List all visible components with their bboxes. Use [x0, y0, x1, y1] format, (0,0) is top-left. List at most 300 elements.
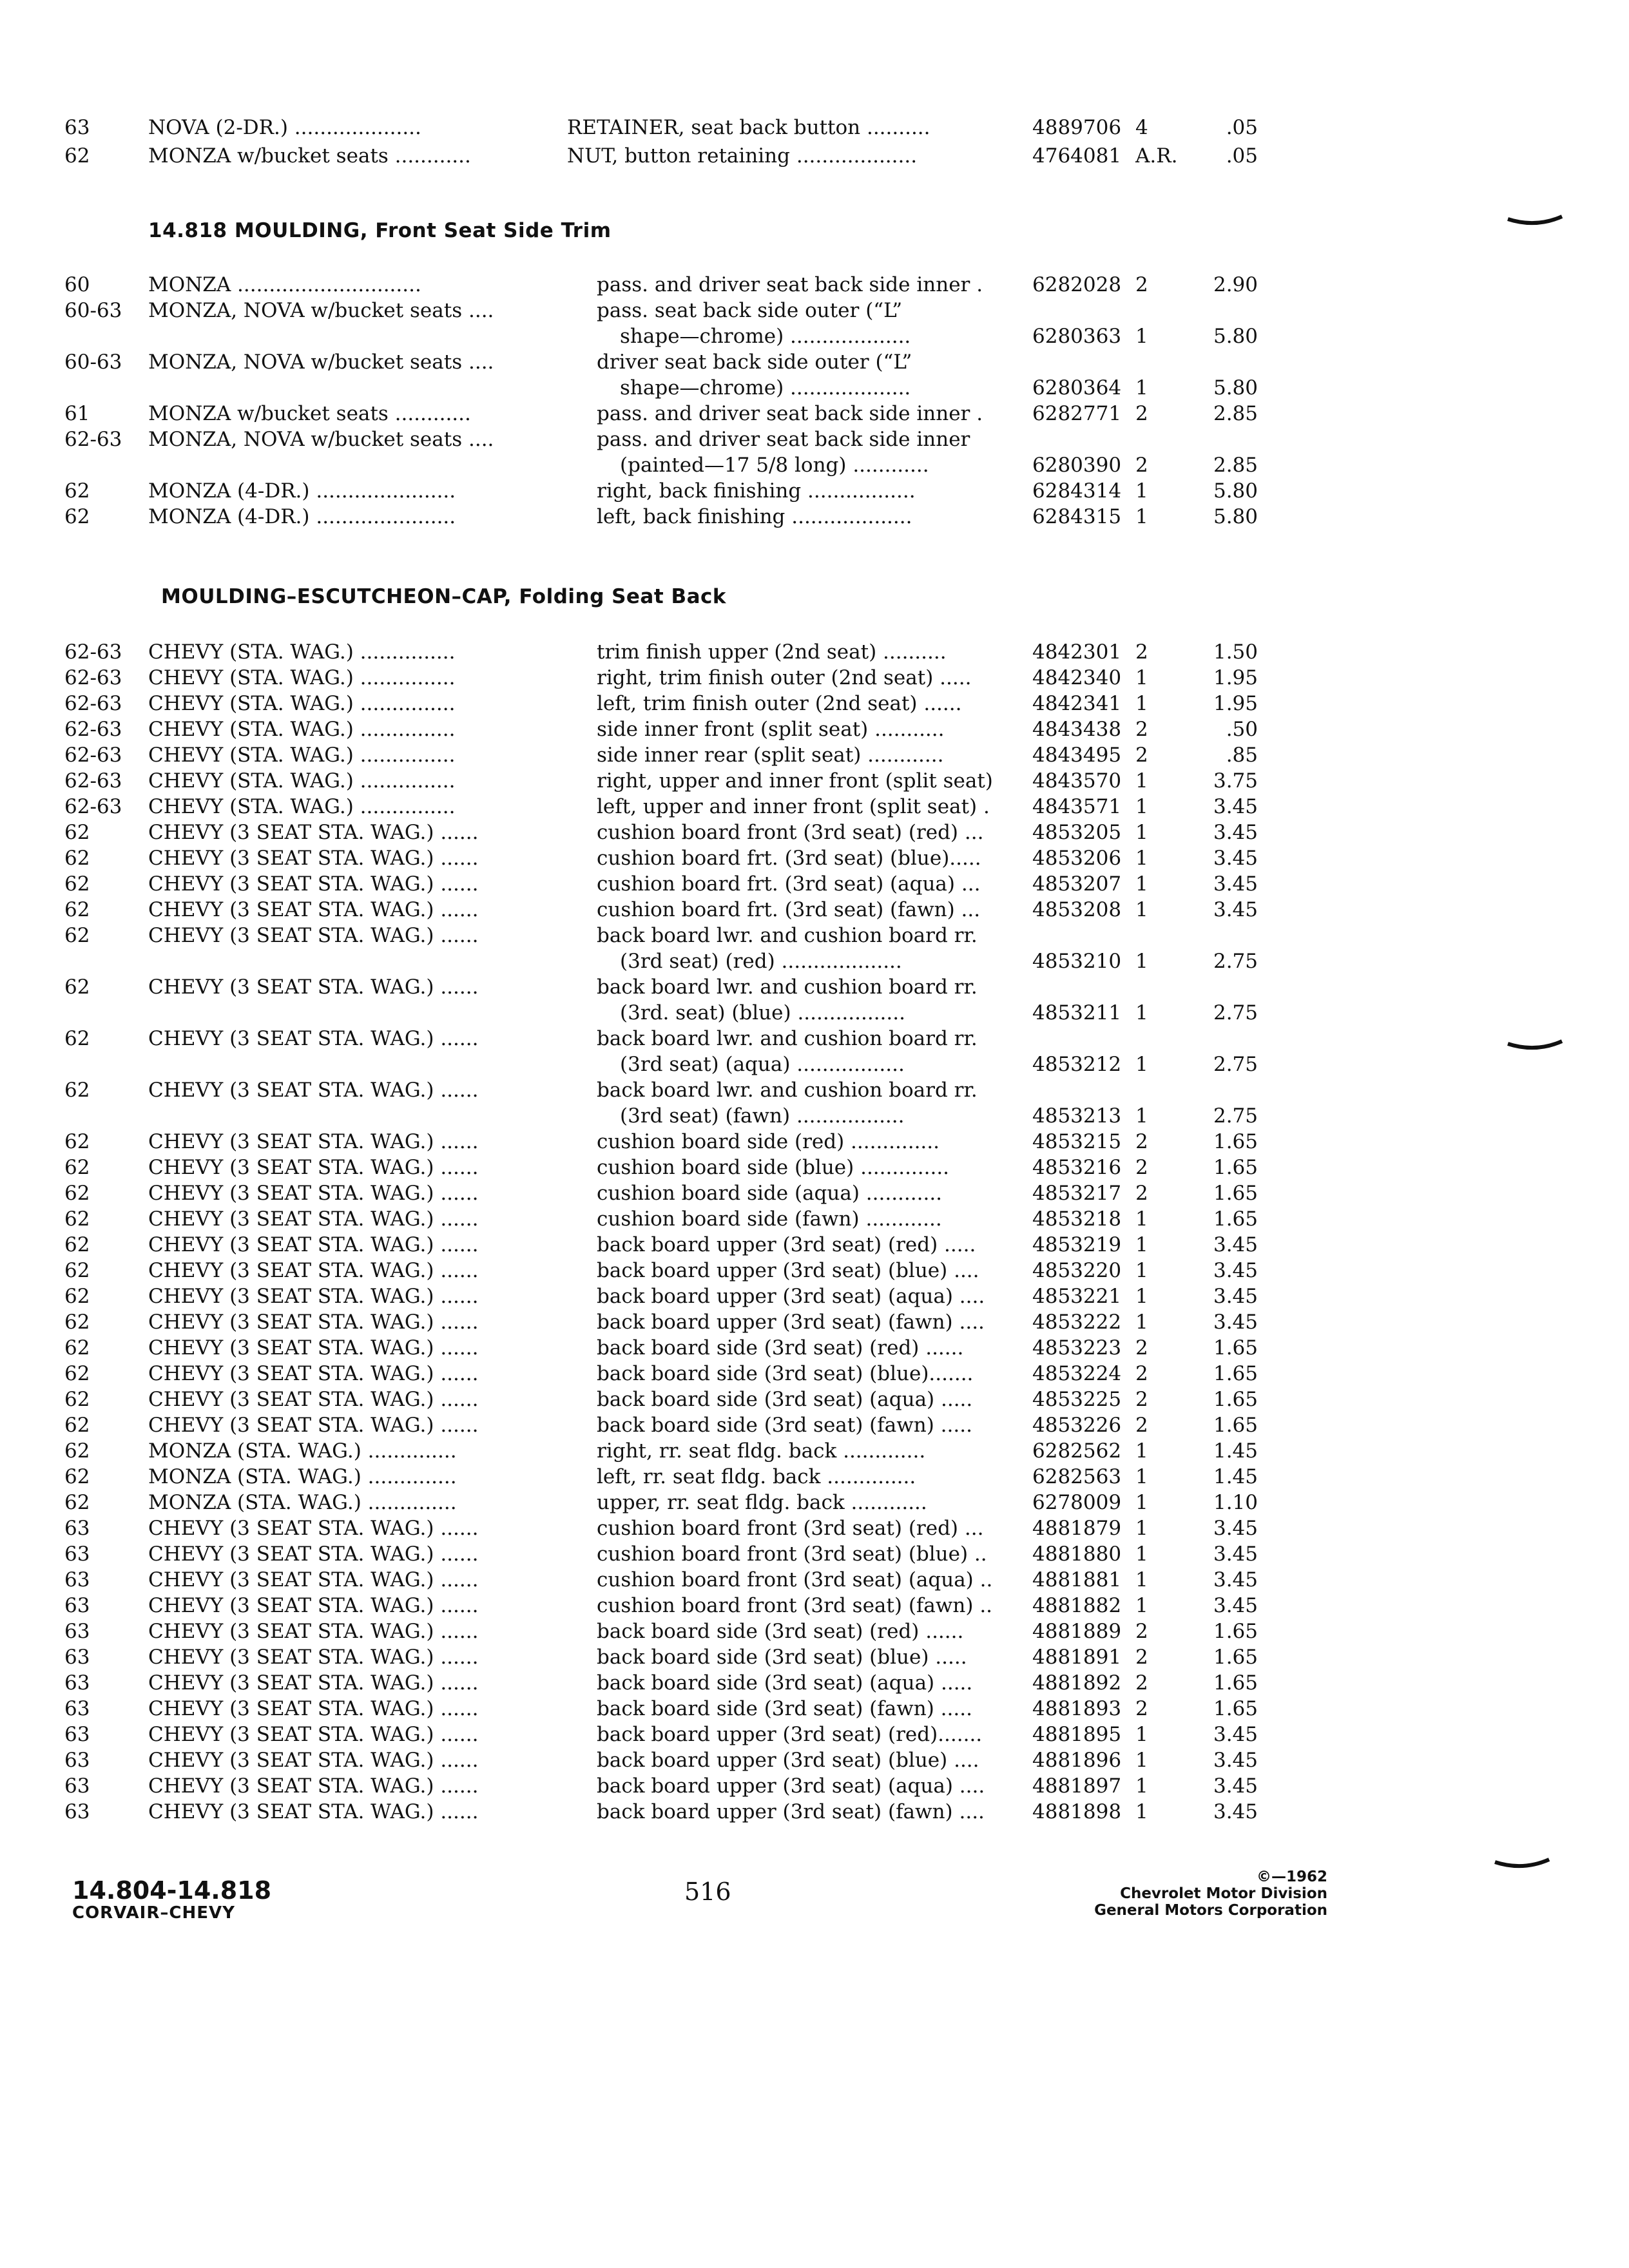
quantity-cell: 2	[1135, 1697, 1148, 1720]
price-cell: 1.95	[1213, 692, 1258, 715]
model-cell: CHEVY (3 SEAT STA. WAG.) ......	[148, 1259, 479, 1282]
quantity-cell: 1	[1135, 1723, 1148, 1746]
quantity-cell: 2	[1135, 744, 1148, 767]
table-row	[0, 742, 1629, 768]
table-row	[0, 1387, 1629, 1412]
price-cell: 3.45	[1213, 1568, 1258, 1591]
model-cell: CHEVY (3 SEAT STA. WAG.) ......	[148, 847, 479, 870]
model-cell: CHEVY (STA. WAG.) ...............	[148, 769, 456, 793]
table-row	[0, 1773, 1629, 1799]
model-cell: MONZA (4-DR.) ......................	[148, 479, 456, 503]
year-cell: 62	[64, 505, 90, 528]
table-row	[0, 401, 1629, 427]
model-cell: CHEVY (STA. WAG.) ...............	[148, 795, 456, 818]
description-cell: cushion board side (fawn) ............	[597, 1207, 942, 1231]
part-number-cell: 4764081	[1032, 144, 1122, 168]
year-cell: 62	[64, 1336, 90, 1360]
quantity-cell: 1	[1135, 692, 1148, 715]
part-number-cell: 4881881	[1032, 1568, 1122, 1591]
quantity-cell: 1	[1135, 1568, 1148, 1591]
part-number-cell: 4842341	[1032, 692, 1122, 715]
price-cell: 2.90	[1213, 273, 1258, 296]
model-cell: MONZA, NOVA w/bucket seats ....	[148, 351, 494, 374]
description-cell: upper, rr. seat fldg. back ............	[597, 1491, 927, 1514]
model-cell: MONZA (STA. WAG.) ..............	[148, 1491, 457, 1514]
year-cell: 62	[64, 479, 90, 503]
quantity-cell: 1	[1135, 950, 1148, 973]
quantity-cell: 1	[1135, 821, 1148, 844]
quantity-cell: 1	[1135, 1311, 1148, 1334]
description-cell: back board lwr. and cushion board rr.	[597, 1027, 978, 1050]
description-cell: cushion board front (3rd seat) (red) ...	[597, 1517, 984, 1540]
model-cell: CHEVY (STA. WAG.) ...............	[148, 640, 456, 664]
model-cell: MONZA, NOVA w/bucket seats ....	[148, 299, 494, 322]
quantity-cell: 1	[1135, 1517, 1148, 1540]
quantity-cell: 1	[1135, 769, 1148, 793]
table-row	[0, 1180, 1629, 1206]
quantity-cell: 1	[1135, 1491, 1148, 1514]
year-cell: 63	[64, 1774, 90, 1798]
part-number-cell: 4853207	[1032, 872, 1122, 896]
quantity-cell: 1	[1135, 872, 1148, 896]
description-cell: back board side (3rd seat) (red) ......	[597, 1620, 964, 1643]
year-cell: 63	[64, 1800, 90, 1823]
price-cell: 3.45	[1213, 1774, 1258, 1798]
quantity-cell: 2	[1135, 1130, 1148, 1153]
description-cell: cushion board front (3rd seat) (blue) ..	[597, 1542, 987, 1566]
quantity-cell: 2	[1135, 718, 1148, 741]
part-number-cell: 4853222	[1032, 1311, 1122, 1334]
price-cell: 3.45	[1213, 821, 1258, 844]
part-number-cell: 4843570	[1032, 769, 1122, 793]
table-row	[0, 1567, 1629, 1593]
description-cell: left, rr. seat fldg. back ..............	[597, 1465, 916, 1488]
table-row	[0, 1283, 1629, 1309]
year-cell: 62	[64, 1285, 90, 1308]
price-cell: 3.45	[1213, 1594, 1258, 1617]
price-cell: 1.65	[1213, 1362, 1258, 1385]
table-row-continuation	[0, 1052, 1629, 1077]
section-range: 14.804-14.818	[72, 1876, 272, 1905]
price-cell: 3.45	[1213, 1233, 1258, 1256]
year-cell: 62	[64, 975, 90, 999]
description-cell: left, upper and inner front (split seat) .	[597, 795, 990, 818]
part-number-cell: 6282563	[1032, 1465, 1122, 1488]
model-cell: CHEVY (3 SEAT STA. WAG.) ......	[148, 1414, 479, 1437]
quantity-cell: 1	[1135, 1439, 1148, 1463]
description-cell: back board upper (3rd seat) (blue) ....	[597, 1259, 979, 1282]
model-cell: CHEVY (3 SEAT STA. WAG.) ......	[148, 872, 479, 896]
part-number-cell: 6284314	[1032, 479, 1122, 503]
price-cell: 2.75	[1213, 1104, 1258, 1128]
model-cell: CHEVY (3 SEAT STA. WAG.) ......	[148, 1156, 479, 1179]
description-cell: left, back finishing ...................	[597, 505, 912, 528]
quantity-cell: 1	[1135, 1233, 1148, 1256]
year-cell: 62	[64, 1362, 90, 1385]
table-row	[0, 639, 1629, 665]
year-cell: 60-63	[64, 351, 122, 374]
description-continuation-cell: (3rd seat) (aqua) .................	[620, 1053, 905, 1076]
table-row	[0, 794, 1629, 820]
quantity-cell: 1	[1135, 1104, 1148, 1128]
description-cell: back board side (3rd seat) (fawn) .....	[597, 1697, 972, 1720]
description-cell: right, back finishing .................	[597, 479, 916, 503]
table-row	[0, 1361, 1629, 1387]
model-cell: CHEVY (3 SEAT STA. WAG.) ......	[148, 1388, 479, 1411]
table-row	[0, 974, 1629, 1000]
description-cell: cushion board side (blue) ..............	[597, 1156, 950, 1179]
description-cell: back board lwr. and cushion board rr.	[597, 924, 978, 947]
price-cell: .05	[1226, 144, 1258, 168]
description-continuation-cell: (3rd seat) (red) ...................	[620, 950, 902, 973]
price-cell: 2.75	[1213, 1001, 1258, 1024]
table-row	[0, 478, 1629, 504]
copyright: ©—1962	[1256, 1869, 1327, 1885]
price-cell: 1.65	[1213, 1646, 1258, 1669]
description-cell: back board upper (3rd seat) (fawn) ....	[597, 1800, 985, 1823]
part-number-cell: 6282028	[1032, 273, 1122, 296]
year-cell: 62	[64, 1156, 90, 1179]
price-cell: 1.65	[1213, 1207, 1258, 1231]
table-row	[0, 716, 1629, 742]
model-cell: CHEVY (3 SEAT STA. WAG.) ......	[148, 1233, 479, 1256]
model-cell: MONZA (STA. WAG.) ..............	[148, 1439, 457, 1463]
quantity-cell: 2	[1135, 1182, 1148, 1205]
quantity-cell: 2	[1135, 1620, 1148, 1643]
part-number-cell: 4853226	[1032, 1414, 1122, 1437]
year-cell: 62	[64, 1027, 90, 1050]
model-cell: CHEVY (3 SEAT STA. WAG.) ......	[148, 1542, 479, 1566]
model-cell: CHEVY (STA. WAG.) ...............	[148, 744, 456, 767]
table-row	[0, 871, 1629, 897]
quantity-cell: 1	[1135, 795, 1148, 818]
table-row	[0, 665, 1629, 691]
year-cell: 62	[64, 1079, 90, 1102]
year-cell: 62	[64, 1207, 90, 1231]
model-cell: CHEVY (3 SEAT STA. WAG.) ......	[148, 821, 479, 844]
year-cell: 62-63	[64, 666, 122, 689]
year-cell: 63	[64, 1646, 90, 1669]
table-row	[0, 115, 1629, 140]
price-cell: 3.45	[1213, 1800, 1258, 1823]
model-cell: CHEVY (3 SEAT STA. WAG.) ......	[148, 1697, 479, 1720]
price-cell: 1.50	[1213, 640, 1258, 664]
table-row-continuation	[0, 323, 1629, 349]
year-cell: 62-63	[64, 718, 122, 741]
price-cell: 1.65	[1213, 1697, 1258, 1720]
year-cell: 62-63	[64, 428, 122, 451]
part-number-cell: 4853213	[1032, 1104, 1122, 1128]
description-cell: back board upper (3rd seat) (aqua) ....	[597, 1774, 985, 1798]
year-cell: 62	[64, 1130, 90, 1153]
quantity-cell: 1	[1135, 1542, 1148, 1566]
model-cell: CHEVY (3 SEAT STA. WAG.) ......	[148, 1079, 479, 1102]
price-cell: 1.65	[1213, 1130, 1258, 1153]
description-cell: back board side (3rd seat) (blue).......	[597, 1362, 974, 1385]
model-cell: MONZA w/bucket seats ............	[148, 402, 471, 425]
part-number-cell: 4889706	[1032, 116, 1122, 139]
model-cell: CHEVY (3 SEAT STA. WAG.) ......	[148, 924, 479, 947]
description-cell: side inner front (split seat) ...........	[597, 718, 945, 741]
table-row	[0, 1026, 1629, 1052]
quantity-cell: 4	[1135, 116, 1148, 139]
model-cell: CHEVY (3 SEAT STA. WAG.) ......	[148, 1671, 479, 1695]
part-number-cell: 4853221	[1032, 1285, 1122, 1308]
quantity-cell: 1	[1135, 376, 1148, 399]
description-cell: cushion board front (3rd seat) (red) ...	[597, 821, 984, 844]
description-cell: RETAINER, seat back button ..........	[567, 116, 930, 139]
table-row	[0, 1490, 1629, 1515]
description-cell: cushion board side (aqua) ............	[597, 1182, 943, 1205]
price-cell: 1.65	[1213, 1671, 1258, 1695]
page-number: 516	[684, 1878, 731, 1906]
model-cell: MONZA (4-DR.) ......................	[148, 505, 456, 528]
description-continuation-cell: (3rd seat) (fawn) .................	[620, 1104, 905, 1128]
part-number-cell: 4881897	[1032, 1774, 1122, 1798]
part-number-cell: 4842340	[1032, 666, 1122, 689]
table-row	[0, 504, 1629, 530]
model-cell: CHEVY (3 SEAT STA. WAG.) ......	[148, 1362, 479, 1385]
model-cell: CHEVY (3 SEAT STA. WAG.) ......	[148, 1646, 479, 1669]
quantity-cell: 2	[1135, 402, 1148, 425]
table-row	[0, 427, 1629, 452]
year-cell: 62	[64, 1388, 90, 1411]
year-cell: 62	[64, 1182, 90, 1205]
table-row	[0, 1747, 1629, 1773]
model-cell: CHEVY (3 SEAT STA. WAG.) ......	[148, 1182, 479, 1205]
table-row	[0, 1309, 1629, 1335]
year-cell: 62	[64, 1233, 90, 1256]
binding-mark	[1494, 1857, 1552, 1876]
year-cell: 62	[64, 872, 90, 896]
year-cell: 63	[64, 1517, 90, 1540]
table-row	[0, 1515, 1629, 1541]
part-number-cell: 4881895	[1032, 1723, 1122, 1746]
model-cell: CHEVY (3 SEAT STA. WAG.) ......	[148, 1800, 479, 1823]
quantity-cell: 2	[1135, 273, 1148, 296]
model-cell: CHEVY (3 SEAT STA. WAG.) ......	[148, 1311, 479, 1334]
table-row	[0, 1799, 1629, 1825]
quantity-cell: 1	[1135, 505, 1148, 528]
table-row	[0, 1619, 1629, 1644]
part-number-cell: 6280364	[1032, 376, 1122, 399]
price-cell: 1.45	[1213, 1439, 1258, 1463]
table-row-continuation	[0, 375, 1629, 401]
table-row	[0, 1412, 1629, 1438]
table-row	[0, 820, 1629, 845]
year-cell: 62	[64, 1491, 90, 1514]
table-row	[0, 1155, 1629, 1180]
year-cell: 60-63	[64, 299, 122, 322]
description-cell: back board upper (3rd seat) (fawn) ....	[597, 1311, 985, 1334]
year-cell: 63	[64, 1723, 90, 1746]
year-cell: 62	[64, 1439, 90, 1463]
part-number-cell: 4853210	[1032, 950, 1122, 973]
table-row-continuation	[0, 948, 1629, 974]
part-number-cell: 4881898	[1032, 1800, 1122, 1823]
year-cell: 62	[64, 924, 90, 947]
price-cell: 3.45	[1213, 1517, 1258, 1540]
price-cell: 1.65	[1213, 1620, 1258, 1643]
price-cell: 1.10	[1213, 1491, 1258, 1514]
table-row	[0, 272, 1629, 298]
part-number-cell: 4853223	[1032, 1336, 1122, 1360]
description-cell: pass. seat back side outer (“L”	[597, 299, 903, 322]
description-cell: side inner rear (split seat) ............	[597, 744, 944, 767]
description-cell: cushion board front (3rd seat) (aqua) ..	[597, 1568, 993, 1591]
table-row	[0, 1670, 1629, 1696]
quantity-cell: 2	[1135, 1336, 1148, 1360]
year-cell: 63	[64, 1542, 90, 1566]
year-cell: 61	[64, 402, 90, 425]
quantity-cell: 1	[1135, 847, 1148, 870]
table-row	[0, 1232, 1629, 1258]
year-cell: 62	[64, 898, 90, 921]
description-cell: back board side (3rd seat) (aqua) .....	[597, 1671, 973, 1695]
table-row	[0, 143, 1629, 169]
price-cell: 3.45	[1213, 1259, 1258, 1282]
table-row	[0, 691, 1629, 716]
part-number-cell: 4853225	[1032, 1388, 1122, 1411]
part-number-cell: 4853217	[1032, 1182, 1122, 1205]
quantity-cell: 2	[1135, 1156, 1148, 1179]
quantity-cell: 2	[1135, 640, 1148, 664]
model-cell: CHEVY (3 SEAT STA. WAG.) ......	[148, 1207, 479, 1231]
description-cell: back board upper (3rd seat) (red).......	[597, 1723, 983, 1746]
model-cell: CHEVY (STA. WAG.) ...............	[148, 666, 456, 689]
price-cell: 5.80	[1213, 325, 1258, 348]
part-number-cell: 6282562	[1032, 1439, 1122, 1463]
year-cell: 63	[64, 1671, 90, 1695]
quantity-cell: 2	[1135, 1388, 1148, 1411]
year-cell: 62-63	[64, 744, 122, 767]
description-cell: back board upper (3rd seat) (aqua) ....	[597, 1285, 985, 1308]
price-cell: 3.45	[1213, 795, 1258, 818]
description-cell: back board upper (3rd seat) (red) .....	[597, 1233, 976, 1256]
part-number-cell: 4853220	[1032, 1259, 1122, 1282]
part-number-cell: 4853212	[1032, 1053, 1122, 1076]
quantity-cell: 1	[1135, 1800, 1148, 1823]
price-cell: 1.65	[1213, 1388, 1258, 1411]
year-cell: 63	[64, 116, 90, 139]
quantity-cell: 1	[1135, 898, 1148, 921]
price-cell: 1.65	[1213, 1182, 1258, 1205]
price-cell: 1.65	[1213, 1156, 1258, 1179]
model-cell: NOVA (2-DR.) ....................	[148, 116, 421, 139]
price-cell: 3.45	[1213, 847, 1258, 870]
quantity-cell: 2	[1135, 1414, 1148, 1437]
price-cell: 3.45	[1213, 1723, 1258, 1746]
description-cell: cushion board front (3rd seat) (fawn) ..	[597, 1594, 993, 1617]
part-number-cell: 6280363	[1032, 325, 1122, 348]
year-cell: 63	[64, 1568, 90, 1591]
price-cell: 3.45	[1213, 872, 1258, 896]
part-number-cell: 4842301	[1032, 640, 1122, 664]
table-row	[0, 1644, 1629, 1670]
table-row	[0, 923, 1629, 948]
binding-mark	[1507, 214, 1565, 233]
table-row	[0, 1722, 1629, 1747]
price-cell: 3.45	[1213, 1749, 1258, 1772]
price-cell: 1.65	[1213, 1336, 1258, 1360]
description-cell: cushion board side (red) ..............	[597, 1130, 940, 1153]
description-cell: trim finish upper (2nd seat) ..........	[597, 640, 947, 664]
description-cell: pass. and driver seat back side inner	[597, 428, 970, 451]
quantity-cell: 2	[1135, 454, 1148, 477]
description-cell: right, rr. seat fldg. back .............	[597, 1439, 926, 1463]
model-cell: CHEVY (3 SEAT STA. WAG.) ......	[148, 1620, 479, 1643]
model-cell: CHEVY (3 SEAT STA. WAG.) ......	[148, 1027, 479, 1050]
model-cell: MONZA, NOVA w/bucket seats ....	[148, 428, 494, 451]
year-cell: 62-63	[64, 640, 122, 664]
price-cell: 3.45	[1213, 898, 1258, 921]
price-cell: 5.80	[1213, 376, 1258, 399]
year-cell: 63	[64, 1749, 90, 1772]
section-heading-front-seat-side-trim: 14.818 MOULDING, Front Seat Side Trim	[148, 219, 612, 242]
quantity-cell: A.R.	[1135, 144, 1178, 168]
year-cell: 62-63	[64, 795, 122, 818]
footer-section-range	[72, 1876, 271, 1923]
price-cell: 3.45	[1213, 1311, 1258, 1334]
part-number-cell: 4881891	[1032, 1646, 1122, 1669]
quantity-cell: 1	[1135, 325, 1148, 348]
year-cell: 62	[64, 1259, 90, 1282]
table-row	[0, 897, 1629, 923]
part-number-cell: 4853206	[1032, 847, 1122, 870]
description-cell: cushion board frt. (3rd seat) (fawn) ...	[597, 898, 981, 921]
price-cell: 2.85	[1213, 402, 1258, 425]
table-row-continuation	[0, 452, 1629, 478]
year-cell: 63	[64, 1620, 90, 1643]
model-cell: CHEVY (3 SEAT STA. WAG.) ......	[148, 1336, 479, 1360]
description-cell: back board upper (3rd seat) (blue) ....	[597, 1749, 979, 1772]
price-cell: 1.45	[1213, 1465, 1258, 1488]
table-row-continuation	[0, 1000, 1629, 1026]
part-number-cell: 4843571	[1032, 795, 1122, 818]
price-cell: 3.75	[1213, 769, 1258, 793]
part-number-cell: 4853211	[1032, 1001, 1122, 1024]
part-number-cell: 4843438	[1032, 718, 1122, 741]
description-continuation-cell: (painted—17 5/8 long) ............	[620, 454, 929, 477]
price-cell: 5.80	[1213, 479, 1258, 503]
table-row	[0, 768, 1629, 794]
year-cell: 62-63	[64, 692, 122, 715]
part-number-cell: 4881879	[1032, 1517, 1122, 1540]
table-row	[0, 1593, 1629, 1619]
corporation: General Motors Corporation	[1094, 1902, 1327, 1919]
model-cell: CHEVY (3 SEAT STA. WAG.) ......	[148, 1594, 479, 1617]
model-cell: MONZA w/bucket seats ............	[148, 144, 471, 168]
year-cell: 62	[64, 1465, 90, 1488]
price-cell: 2.85	[1213, 454, 1258, 477]
model-cell: CHEVY (STA. WAG.) ...............	[148, 718, 456, 741]
model-cell: CHEVY (3 SEAT STA. WAG.) ......	[148, 1130, 479, 1153]
quantity-cell: 1	[1135, 1774, 1148, 1798]
description-cell: NUT, button retaining ...................	[567, 144, 918, 168]
year-cell: 62-63	[64, 769, 122, 793]
model-cell: CHEVY (3 SEAT STA. WAG.) ......	[148, 1749, 479, 1772]
model-cell: MONZA (STA. WAG.) ..............	[148, 1465, 457, 1488]
price-cell: 3.45	[1213, 1285, 1258, 1308]
footer-publisher	[1070, 1869, 1327, 1919]
table-row	[0, 298, 1629, 323]
quantity-cell: 1	[1135, 479, 1148, 503]
catalog-subtitle: CORVAIR–CHEVY	[72, 1903, 235, 1923]
part-number-cell: 4853215	[1032, 1130, 1122, 1153]
table-row	[0, 1696, 1629, 1722]
section-heading-folding-seat-back: MOULDING–ESCUTCHEON–CAP, Folding Seat Back	[161, 585, 726, 608]
price-cell: 2.75	[1213, 1053, 1258, 1076]
